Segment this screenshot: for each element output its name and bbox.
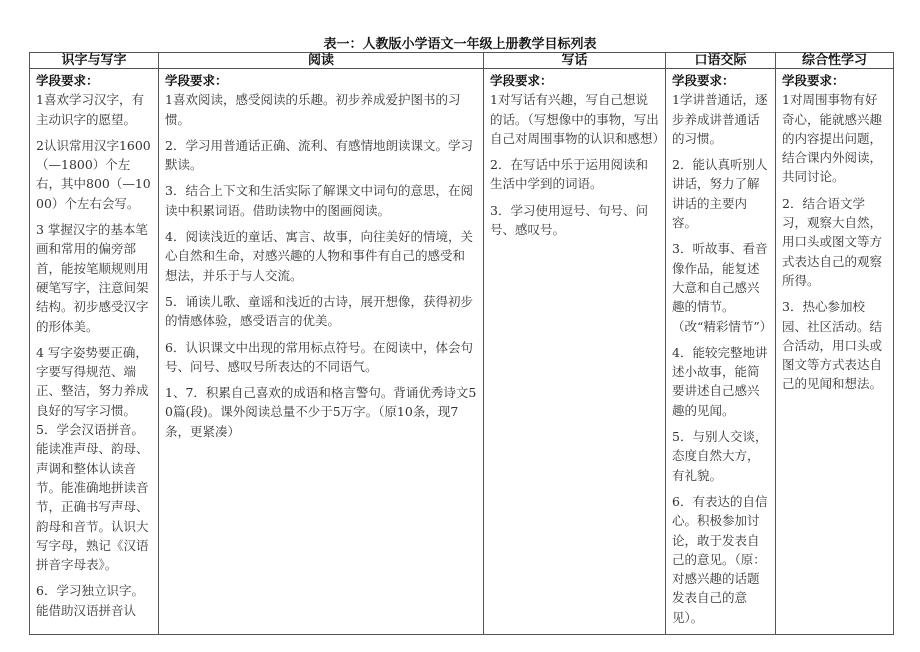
goal-item: 2．结合语文学习，观察大自然，用口头或图文等方式表达自己的观察所得。 <box>782 195 883 288</box>
table-row <box>30 69 894 635</box>
goal-item: 4 写字姿势要正确，字要写得规范、端正、整洁，努力养成良好的写字习惯。 <box>36 344 149 418</box>
goal-item: 1、7．积累自己喜欢的成语和格言警句。背诵优秀诗文50篇(段)。课外阅读总量不少于5万字。（原10条，现7条，更紧凑） <box>165 385 477 439</box>
goal-item: 6．学习独立识字。能借助汉语拼音认 <box>36 583 144 618</box>
requirement-label: 学段要求： <box>165 73 228 88</box>
goal-item: 6．认识课文中出现的常用标点符号。在阅读中，体会句号、问号、感叹号所表达的不同语气。 <box>165 339 473 374</box>
goal-item: 2．能认真听别人讲话，努力了解讲话的主要内容。 <box>672 157 768 231</box>
cell-oral-communication <box>666 69 776 635</box>
requirement-label: 学段要求： <box>782 73 845 88</box>
requirement-label: 学段要求： <box>36 73 99 88</box>
goal-item: 1学讲普通话，逐步养成讲普通话的习惯。 <box>672 92 768 146</box>
column-header-oral-communication: 口语交际 <box>666 53 776 69</box>
goal-item: 6．有表达的自信心。积极参加讨论，敢于发表自己的意见。（原：对感兴趣的话题发表自己的意见）。 <box>672 493 768 625</box>
column-header-writing: 写话 <box>484 53 666 69</box>
goal-item: 1对写话有兴趣，写自己想说的话。（写想像中的事物，写出自己对周围事物的认识和感想） <box>490 92 666 146</box>
goal-item: 1对周围事物有好奇心，能就感兴趣的内容提出问题，结合课内外阅读，共同讨论。 <box>782 92 883 185</box>
goal-item: 2．在写话中乐于运用阅读和生活中学到的词语。 <box>490 157 648 192</box>
cell-writing <box>484 69 666 635</box>
goal-item: 3 掌握汉字的基本笔画和常用的偏旁部首，能按笔顺规则用硬笔写字，注意间架结构。初步感受汉字的形体美。 <box>36 222 149 334</box>
header-row <box>30 53 894 69</box>
goal-item: 3．热心参加校园、社区活动。结合活动，用口头或图文等方式表达自己的见闻和想法。 <box>782 299 883 392</box>
cell-literacy-writing <box>30 69 159 635</box>
goal-item: 3．学习使用逗号、句号、问号、感叹号。 <box>490 202 648 238</box>
column-header-comprehensive-learning: 综合性学习 <box>776 53 894 69</box>
goal-item: 5．与别人交谈，态度自然大方，有礼貌。 <box>672 429 768 483</box>
column-header-literacy-writing: 识字与写字 <box>30 53 159 69</box>
teaching-goals-table <box>29 52 894 635</box>
goal-item: 3．结合上下文和生活实际了解课文中词句的意思，在阅读中积累词语。借助读物中的图画阅读。 <box>165 183 473 218</box>
goal-item: 5．学会汉语拼音。能读准声母、韵母、声调和整体认读音节。能准确地拼读音节，正确书写声母、韵母和音节。认识大写字母，熟记《汉语拼音字母表》。 <box>36 422 149 573</box>
column-header-reading: 阅读 <box>159 53 484 69</box>
goal-item: 2认识常用汉字1600（—1800）个左右，其中800（—1000）个左右会写。 <box>36 137 151 211</box>
goal-item: 4．能较完整地讲述小故事，能简要讲述自己感兴趣的见闻。 <box>672 344 768 418</box>
goal-item: 3．听故事、看音像作品，能复述大意和自己感兴趣的情节。（改“精彩情节”） <box>672 241 773 334</box>
goal-item: 1喜欢阅读，感受阅读的乐趣。初步养成爱护图书的习惯。 <box>165 92 461 127</box>
requirement-label: 学段要求： <box>672 73 735 88</box>
goal-item: 2．学习用普通话正确、流利、有感情地朗读课文。学习默读。 <box>165 137 473 173</box>
cell-comprehensive-learning <box>776 69 894 635</box>
requirement-label: 学段要求： <box>490 73 553 88</box>
goal-item: 5．诵读儿歌、童谣和浅近的古诗，展开想像，获得初步的情感体验，感受语言的优美。 <box>165 293 473 329</box>
goal-item: 4．阅读浅近的童话、寓言、故事，向往美好的情境，关心自然和生命，对感兴趣的人物和事件有自己的感受和想法，并乐于与人交流。 <box>165 229 473 283</box>
cell-reading <box>159 69 484 635</box>
goal-item: 1喜欢学习汉字，有主动识字的愿望。 <box>36 92 144 127</box>
table-title: 表一：人教版小学语文一年级上册教学目标列表 <box>323 37 597 52</box>
